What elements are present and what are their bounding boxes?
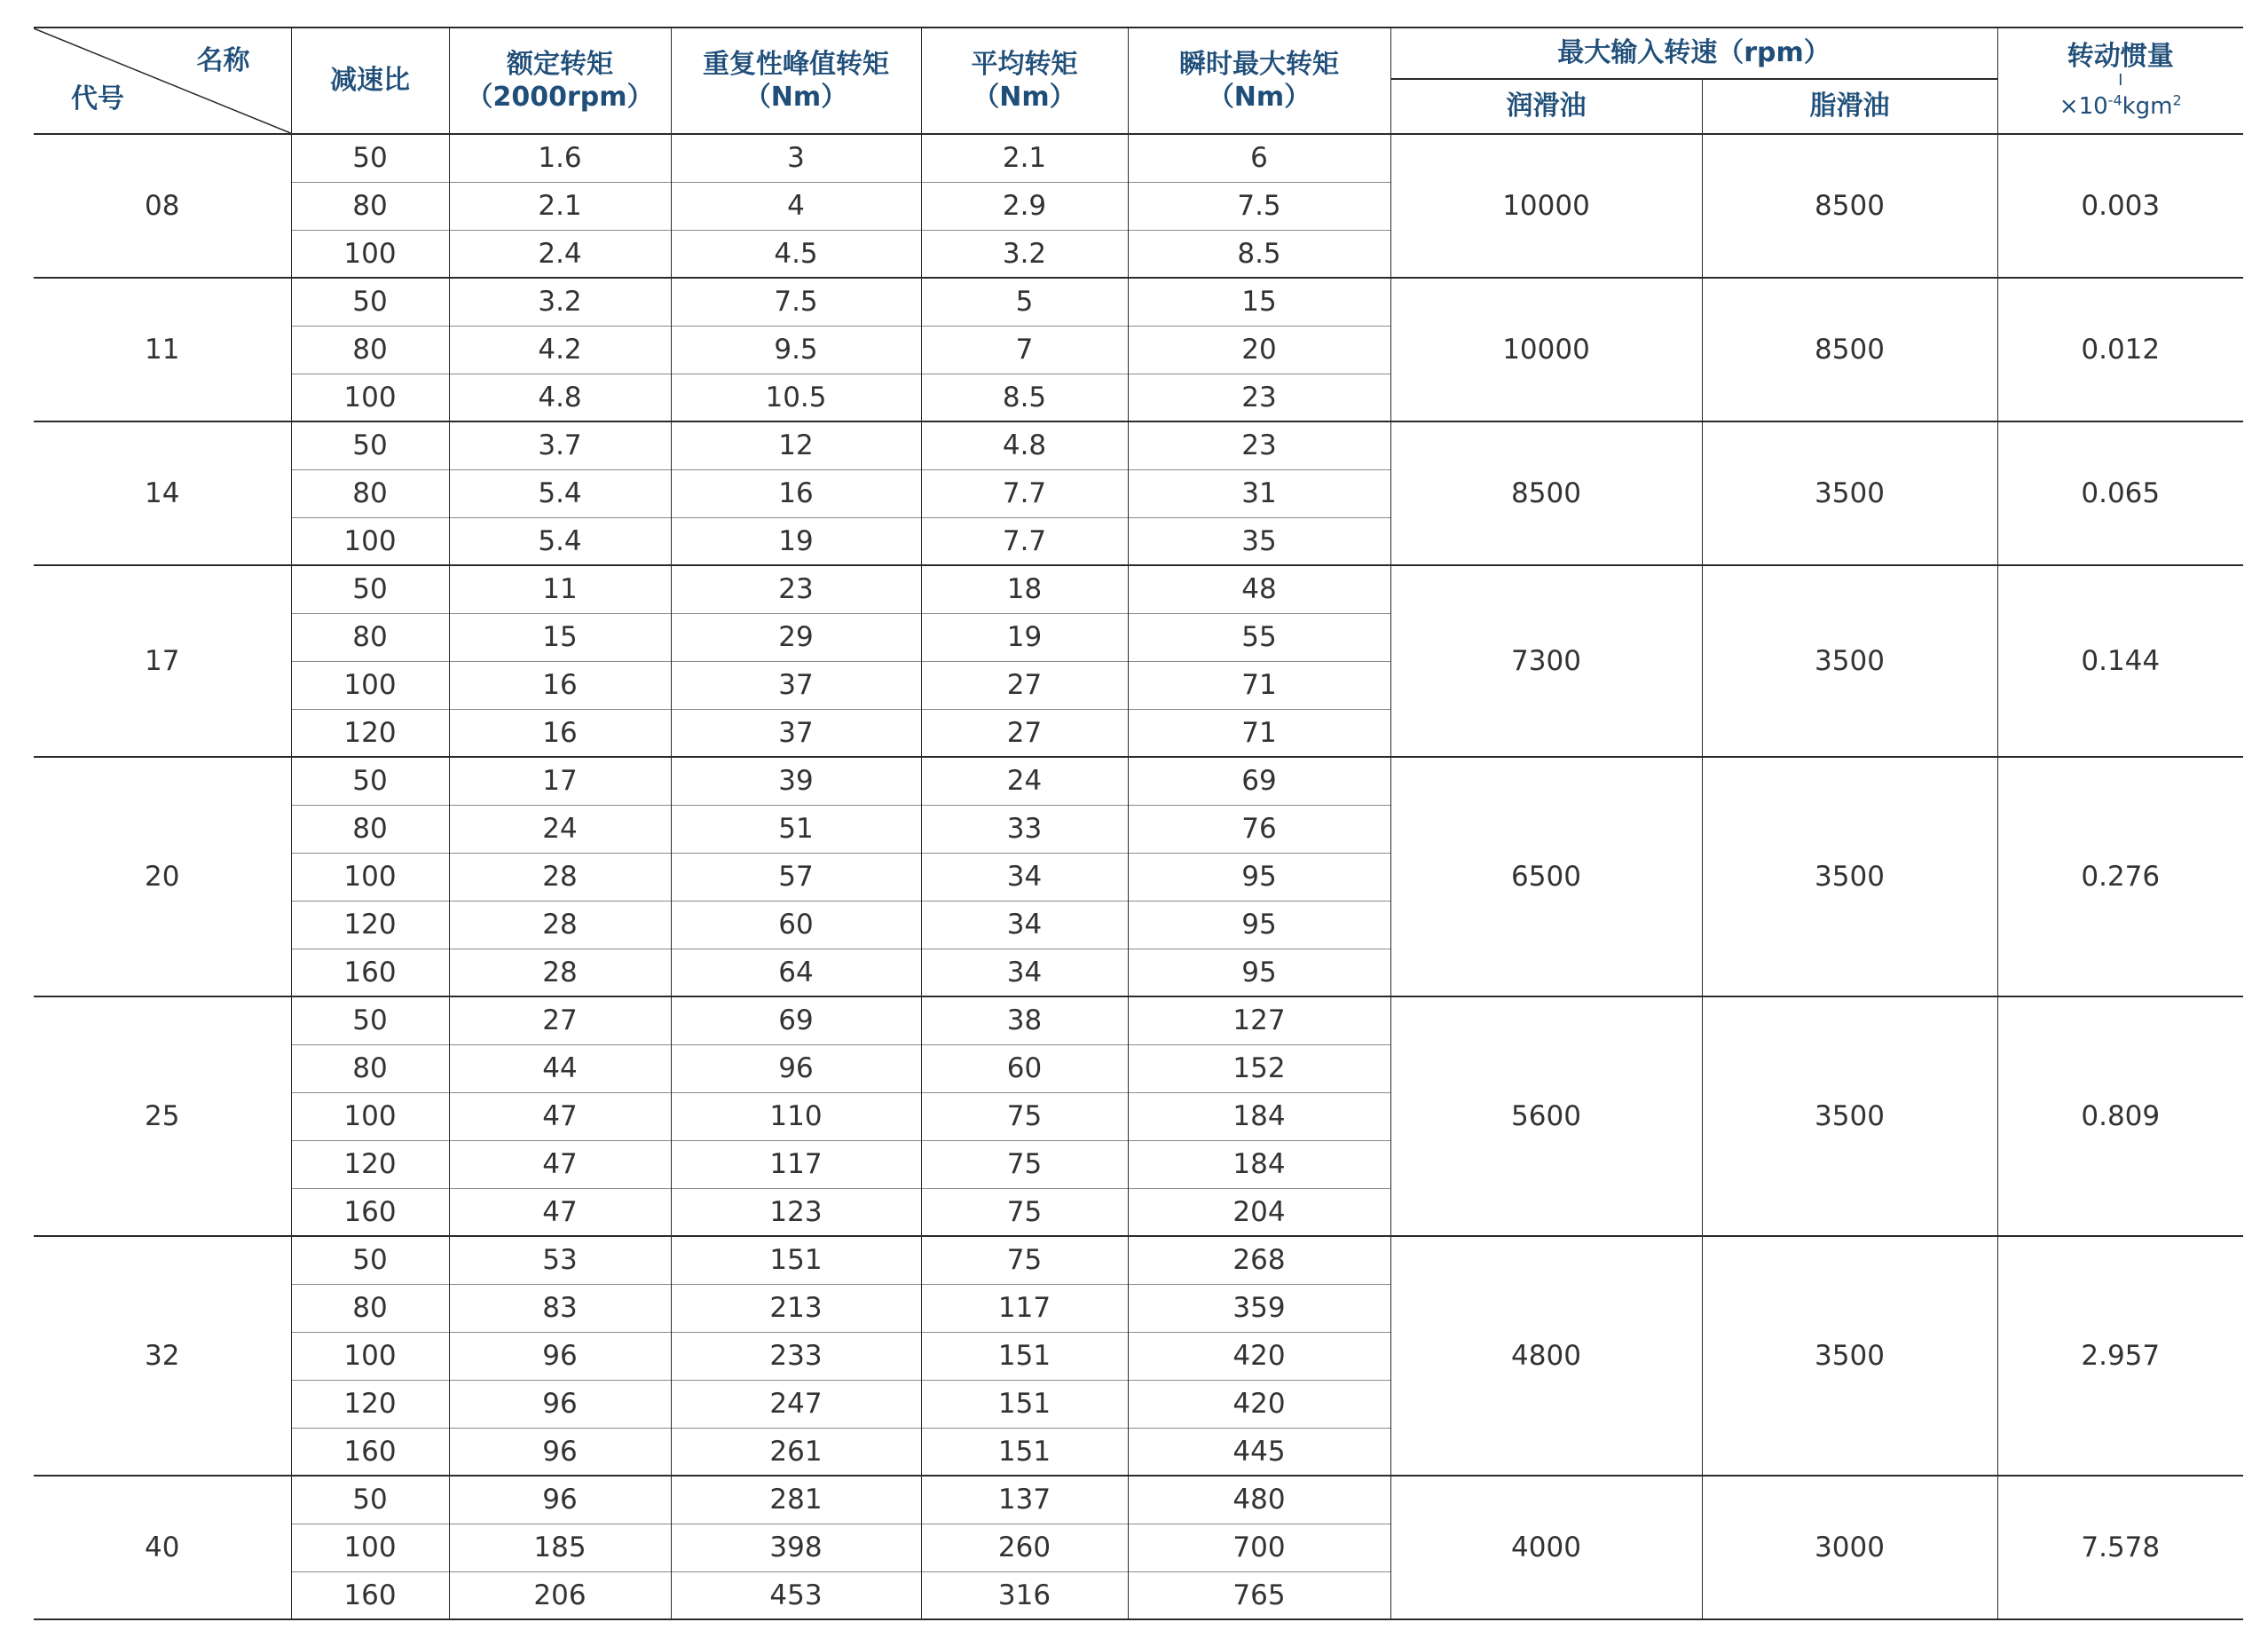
cell-grease: 8500 — [1702, 134, 1997, 278]
table-row — [34, 996, 2243, 1044]
cell-rated-torque: 53 — [449, 1236, 671, 1284]
cell-ratio: 120 — [291, 709, 449, 757]
header-code: 代号 — [71, 83, 124, 114]
cell-ratio: 120 — [291, 1380, 449, 1428]
header-repeat-peak-label: 重复性峰值转矩 — [703, 48, 889, 80]
cell-code: 08 — [34, 134, 291, 278]
cell-avg-torque: 151 — [921, 1428, 1128, 1476]
cell-ratio: 80 — [291, 613, 449, 661]
cell-rated-torque: 15 — [449, 613, 671, 661]
cell-ratio: 160 — [291, 949, 449, 996]
cell-grease: 3500 — [1702, 996, 1997, 1236]
cell-rated-torque: 24 — [449, 805, 671, 853]
cell-repeat-peak: 23 — [671, 565, 921, 613]
cell-code: 20 — [34, 757, 291, 996]
cell-repeat-peak: 51 — [671, 805, 921, 853]
header-avg-torque-label: 平均转矩 — [971, 48, 1078, 80]
cell-repeat-peak: 57 — [671, 853, 921, 901]
inertia-unit-exp2: 2 — [2172, 91, 2182, 109]
cell-avg-torque: 38 — [921, 996, 1128, 1044]
cell-avg-torque: 7 — [921, 326, 1128, 374]
cell-ratio: 160 — [291, 1428, 449, 1476]
cell-ratio: 80 — [291, 805, 449, 853]
cell-rated-torque: 16 — [449, 709, 671, 757]
cell-grease: 3500 — [1702, 421, 1997, 565]
table-row — [34, 1236, 2243, 1284]
cell-code: 11 — [34, 278, 291, 421]
spec-table — [34, 27, 2243, 1620]
cell-rated-torque: 4.8 — [449, 374, 671, 421]
cell-rated-torque: 28 — [449, 949, 671, 996]
cell-grease: 3500 — [1702, 565, 1997, 757]
cell-repeat-peak: 19 — [671, 517, 921, 565]
cell-repeat-peak: 151 — [671, 1236, 921, 1284]
header-instant-max-unit: （Nm） — [1207, 82, 1311, 113]
cell-repeat-peak: 7.5 — [671, 278, 921, 326]
table-row — [34, 134, 2243, 182]
cell-instant-max: 445 — [1128, 1428, 1390, 1476]
cell-instant-max: 31 — [1128, 469, 1390, 517]
cell-rated-torque: 16 — [449, 661, 671, 709]
header-avg-torque — [921, 28, 1128, 134]
cell-avg-torque: 27 — [921, 709, 1128, 757]
inertia-unit-prefix: ×10 — [2059, 93, 2108, 120]
cell-instant-max: 8.5 — [1128, 230, 1390, 278]
inertia-unit-base: kgm — [2122, 93, 2173, 120]
cell-repeat-peak: 398 — [671, 1524, 921, 1571]
cell-avg-torque: 137 — [921, 1476, 1128, 1524]
cell-rated-torque: 83 — [449, 1284, 671, 1332]
table-row — [34, 757, 2243, 805]
cell-repeat-peak: 4 — [671, 182, 921, 230]
cell-rated-torque: 185 — [449, 1524, 671, 1571]
cell-ratio: 100 — [291, 1524, 449, 1571]
header-repeat-peak-unit: （Nm） — [744, 82, 848, 113]
cell-instant-max: 6 — [1128, 134, 1390, 182]
cell-rated-torque: 2.4 — [449, 230, 671, 278]
header-oil: 润滑油 — [1390, 79, 1702, 134]
cell-repeat-peak: 60 — [671, 901, 921, 949]
table-row — [34, 565, 2243, 613]
cell-rated-torque: 3.2 — [449, 278, 671, 326]
cell-inertia: 0.276 — [1997, 757, 2243, 996]
header-rated-torque — [449, 28, 671, 134]
cell-ratio: 100 — [291, 661, 449, 709]
cell-ratio: 80 — [291, 1044, 449, 1092]
cell-rated-torque: 4.2 — [449, 326, 671, 374]
cell-oil: 5600 — [1390, 996, 1702, 1236]
cell-avg-torque: 151 — [921, 1332, 1128, 1380]
cell-inertia: 0.065 — [1997, 421, 2243, 565]
cell-instant-max: 23 — [1128, 421, 1390, 469]
cell-ratio: 80 — [291, 469, 449, 517]
cell-rated-torque: 96 — [449, 1476, 671, 1524]
cell-avg-torque: 151 — [921, 1380, 1128, 1428]
cell-avg-torque: 2.9 — [921, 182, 1128, 230]
cell-repeat-peak: 123 — [671, 1188, 921, 1236]
cell-repeat-peak: 117 — [671, 1140, 921, 1188]
cell-rated-torque: 28 — [449, 901, 671, 949]
cell-repeat-peak: 9.5 — [671, 326, 921, 374]
cell-avg-torque: 316 — [921, 1571, 1128, 1619]
cell-avg-torque: 4.8 — [921, 421, 1128, 469]
cell-instant-max: 95 — [1128, 901, 1390, 949]
cell-avg-torque: 60 — [921, 1044, 1128, 1092]
cell-avg-torque: 75 — [921, 1236, 1128, 1284]
cell-oil: 6500 — [1390, 757, 1702, 996]
cell-ratio: 100 — [291, 1092, 449, 1140]
cell-instant-max: 15 — [1128, 278, 1390, 326]
header-inertia-label: 转动惯量 — [2067, 40, 2174, 72]
cell-instant-max: 71 — [1128, 661, 1390, 709]
header-instant-max — [1128, 28, 1390, 134]
cell-avg-torque: 34 — [921, 853, 1128, 901]
cell-grease: 3000 — [1702, 1476, 1997, 1619]
table-row — [34, 278, 2243, 326]
cell-instant-max: 71 — [1128, 709, 1390, 757]
cell-avg-torque: 8.5 — [921, 374, 1128, 421]
cell-instant-max: 268 — [1128, 1236, 1390, 1284]
cell-ratio: 50 — [291, 1236, 449, 1284]
cell-ratio: 120 — [291, 1140, 449, 1188]
cell-ratio: 50 — [291, 134, 449, 182]
cell-ratio: 120 — [291, 901, 449, 949]
cell-rated-torque: 17 — [449, 757, 671, 805]
cell-instant-max: 420 — [1128, 1332, 1390, 1380]
cell-instant-max: 95 — [1128, 949, 1390, 996]
cell-repeat-peak: 29 — [671, 613, 921, 661]
cell-repeat-peak: 233 — [671, 1332, 921, 1380]
cell-ratio: 50 — [291, 757, 449, 805]
header-rated-torque-label: 额定转矩 — [507, 48, 613, 80]
cell-instant-max: 700 — [1128, 1524, 1390, 1571]
cell-oil: 10000 — [1390, 278, 1702, 421]
cell-repeat-peak: 16 — [671, 469, 921, 517]
header-rated-torque-unit: （2000rpm） — [466, 82, 654, 113]
cell-inertia: 0.144 — [1997, 565, 2243, 757]
cell-repeat-peak: 10.5 — [671, 374, 921, 421]
cell-rated-torque: 47 — [449, 1092, 671, 1140]
cell-ratio: 100 — [291, 517, 449, 565]
header-inertia-unit — [2059, 93, 2182, 120]
cell-repeat-peak: 39 — [671, 757, 921, 805]
cell-instant-max: 204 — [1128, 1188, 1390, 1236]
header-repeat-peak — [671, 28, 921, 134]
cell-grease: 3500 — [1702, 757, 1997, 996]
cell-oil: 7300 — [1390, 565, 1702, 757]
cell-rated-torque: 3.7 — [449, 421, 671, 469]
cell-rated-torque: 96 — [449, 1332, 671, 1380]
cell-avg-torque: 34 — [921, 949, 1128, 996]
cell-code: 14 — [34, 421, 291, 565]
cell-repeat-peak: 110 — [671, 1092, 921, 1140]
cell-repeat-peak: 64 — [671, 949, 921, 996]
cell-instant-max: 359 — [1128, 1284, 1390, 1332]
cell-instant-max: 95 — [1128, 853, 1390, 901]
cell-rated-torque: 206 — [449, 1571, 671, 1619]
cell-avg-torque: 260 — [921, 1524, 1128, 1571]
cell-avg-torque: 18 — [921, 565, 1128, 613]
cell-rated-torque: 1.6 — [449, 134, 671, 182]
cell-avg-torque: 117 — [921, 1284, 1128, 1332]
cell-repeat-peak: 453 — [671, 1571, 921, 1619]
cell-avg-torque: 5 — [921, 278, 1128, 326]
cell-repeat-peak: 12 — [671, 421, 921, 469]
cell-ratio: 80 — [291, 182, 449, 230]
cell-repeat-peak: 247 — [671, 1380, 921, 1428]
cell-ratio: 50 — [291, 278, 449, 326]
cell-instant-max: 20 — [1128, 326, 1390, 374]
cell-instant-max: 48 — [1128, 565, 1390, 613]
header-diagonal-cell — [34, 28, 291, 134]
cell-avg-torque: 3.2 — [921, 230, 1128, 278]
cell-inertia: 0.809 — [1997, 996, 2243, 1236]
cell-rated-torque: 96 — [449, 1428, 671, 1476]
cell-repeat-peak: 281 — [671, 1476, 921, 1524]
cell-oil: 10000 — [1390, 134, 1702, 278]
cell-instant-max: 35 — [1128, 517, 1390, 565]
cell-oil: 4800 — [1390, 1236, 1702, 1476]
cell-avg-torque: 75 — [921, 1092, 1128, 1140]
cell-oil: 4000 — [1390, 1476, 1702, 1619]
cell-rated-torque: 11 — [449, 565, 671, 613]
cell-ratio: 100 — [291, 230, 449, 278]
cell-repeat-peak: 213 — [671, 1284, 921, 1332]
cell-avg-torque: 75 — [921, 1140, 1128, 1188]
cell-code: 40 — [34, 1476, 291, 1619]
cell-rated-torque: 96 — [449, 1380, 671, 1428]
cell-ratio: 100 — [291, 1332, 449, 1380]
cell-rated-torque: 2.1 — [449, 182, 671, 230]
cell-instant-max: 765 — [1128, 1571, 1390, 1619]
cell-inertia: 0.003 — [1997, 134, 2243, 278]
cell-instant-max: 76 — [1128, 805, 1390, 853]
cell-code: 32 — [34, 1236, 291, 1476]
cell-instant-max: 127 — [1128, 996, 1390, 1044]
cell-ratio: 160 — [291, 1188, 449, 1236]
cell-rated-torque: 5.4 — [449, 469, 671, 517]
cell-instant-max: 55 — [1128, 613, 1390, 661]
cell-ratio: 50 — [291, 1476, 449, 1524]
cell-repeat-peak: 96 — [671, 1044, 921, 1092]
header-name: 名称 — [196, 45, 250, 76]
diagonal-line — [34, 28, 291, 133]
cell-ratio: 80 — [291, 326, 449, 374]
header-inertia-symbol: I — [2118, 71, 2123, 90]
cell-ratio: 50 — [291, 421, 449, 469]
cell-inertia: 0.012 — [1997, 278, 2243, 421]
cell-avg-torque: 33 — [921, 805, 1128, 853]
cell-code: 17 — [34, 565, 291, 757]
cell-repeat-peak: 69 — [671, 996, 921, 1044]
cell-avg-torque: 34 — [921, 901, 1128, 949]
cell-instant-max: 184 — [1128, 1092, 1390, 1140]
header-instant-max-label: 瞬时最大转矩 — [1179, 48, 1339, 80]
cell-rated-torque: 27 — [449, 996, 671, 1044]
cell-avg-torque: 7.7 — [921, 469, 1128, 517]
cell-grease: 3500 — [1702, 1236, 1997, 1476]
cell-repeat-peak: 37 — [671, 661, 921, 709]
cell-inertia: 7.578 — [1997, 1476, 2243, 1619]
cell-ratio: 100 — [291, 374, 449, 421]
cell-ratio: 160 — [291, 1571, 449, 1619]
header-grease: 脂滑油 — [1702, 79, 1997, 134]
cell-avg-torque: 7.7 — [921, 517, 1128, 565]
cell-avg-torque: 75 — [921, 1188, 1128, 1236]
cell-repeat-peak: 37 — [671, 709, 921, 757]
cell-instant-max: 184 — [1128, 1140, 1390, 1188]
inertia-unit-exp: -4 — [2107, 91, 2122, 109]
cell-repeat-peak: 4.5 — [671, 230, 921, 278]
cell-grease: 8500 — [1702, 278, 1997, 421]
header-max-input-speed: 最大输入转速（rpm） — [1390, 28, 1997, 79]
cell-code: 25 — [34, 996, 291, 1236]
cell-ratio: 50 — [291, 996, 449, 1044]
cell-instant-max: 480 — [1128, 1476, 1390, 1524]
cell-avg-torque: 2.1 — [921, 134, 1128, 182]
cell-rated-torque: 47 — [449, 1140, 671, 1188]
header-inertia — [1997, 28, 2243, 134]
cell-instant-max: 23 — [1128, 374, 1390, 421]
cell-ratio: 50 — [291, 565, 449, 613]
cell-repeat-peak: 3 — [671, 134, 921, 182]
cell-avg-torque: 19 — [921, 613, 1128, 661]
cell-instant-max: 7.5 — [1128, 182, 1390, 230]
cell-avg-torque: 24 — [921, 757, 1128, 805]
cell-rated-torque: 5.4 — [449, 517, 671, 565]
table-row — [34, 421, 2243, 469]
table-body — [34, 134, 2243, 1619]
cell-instant-max: 420 — [1128, 1380, 1390, 1428]
header-avg-torque-unit: （Nm） — [973, 82, 1076, 113]
header-ratio: 减速比 — [291, 28, 449, 134]
cell-rated-torque: 44 — [449, 1044, 671, 1092]
table-row — [34, 1476, 2243, 1524]
cell-repeat-peak: 261 — [671, 1428, 921, 1476]
cell-instant-max: 69 — [1128, 757, 1390, 805]
cell-ratio: 100 — [291, 853, 449, 901]
cell-avg-torque: 27 — [921, 661, 1128, 709]
cell-rated-torque: 47 — [449, 1188, 671, 1236]
cell-ratio: 80 — [291, 1284, 449, 1332]
cell-inertia: 2.957 — [1997, 1236, 2243, 1476]
cell-instant-max: 152 — [1128, 1044, 1390, 1092]
cell-rated-torque: 28 — [449, 853, 671, 901]
cell-oil: 8500 — [1390, 421, 1702, 565]
